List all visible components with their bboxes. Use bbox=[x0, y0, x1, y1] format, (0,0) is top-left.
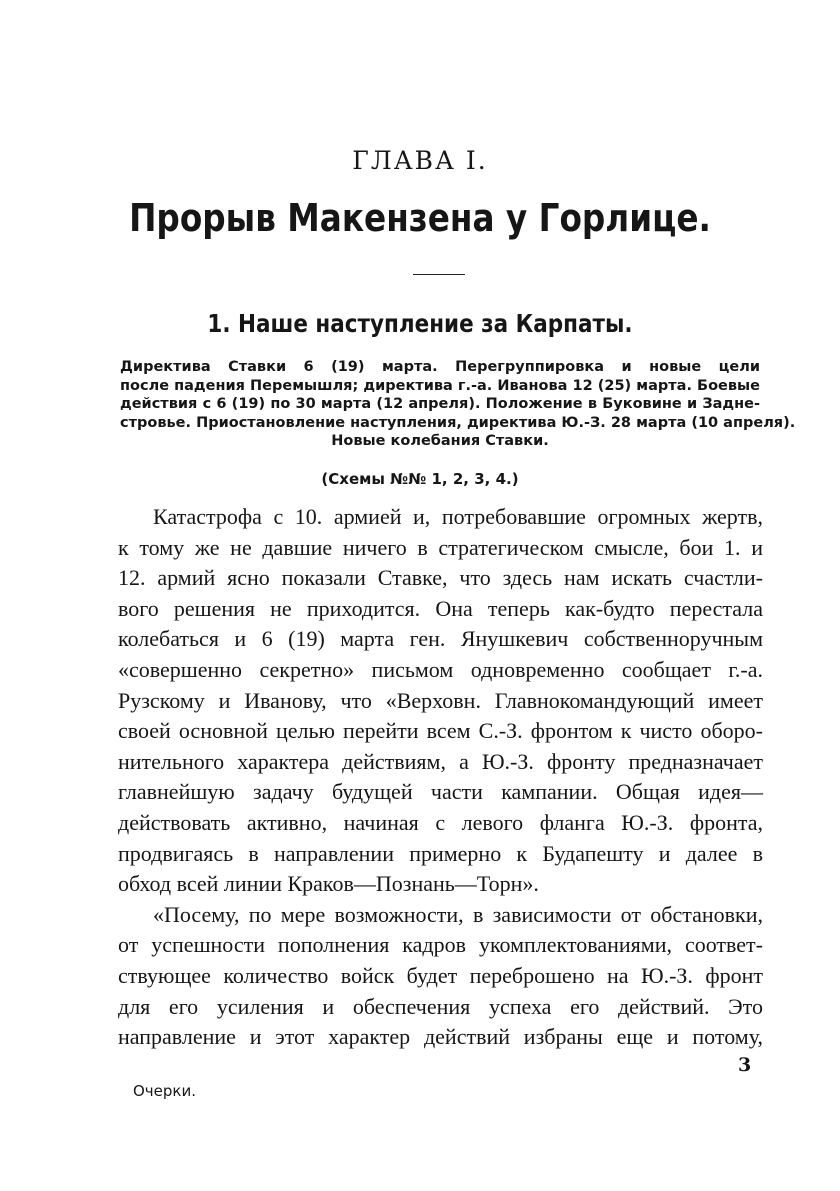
summary-line: Директива Ставки 6 (19) марта. Перегруппировка и новые цели bbox=[120, 359, 760, 375]
body-line: Рузскому и Иванову, что «Верховн. Главнокомандующий имеет bbox=[118, 687, 763, 713]
body-line: направление и этот характер действий избраны еще и потому, bbox=[118, 1024, 763, 1050]
chapter-label: ГЛАВА I. bbox=[352, 146, 488, 175]
body-line: от успешности пополнения кадров укомплектованиями, соответ- bbox=[118, 932, 763, 958]
body-line: продвигаясь в направлении примерно к Будапешту и далее в bbox=[118, 840, 763, 866]
body-line: «Посему, по мере возможности, в зависимости от обстановки, bbox=[153, 901, 763, 927]
body-line: колебаться и 6 (19) марта ген. Янушкевич собственноручным bbox=[118, 626, 763, 652]
body-line: для его усиления и обеспечения успеха его действий. Это bbox=[118, 993, 763, 1019]
body-text bbox=[118, 502, 763, 1053]
title-divider bbox=[413, 274, 465, 275]
chapter-title: Прорыв Макензена у Горлице. bbox=[129, 196, 711, 240]
body-line: «совершенно секретно» письмом одновременно сообщает г.-а. bbox=[118, 656, 763, 682]
section-title: 1. Наше наступление за Карпаты. bbox=[207, 309, 633, 338]
body-line: вого решения не приходится. Она теперь как-будто перестала bbox=[118, 595, 763, 621]
signature-mark: Очерки. bbox=[133, 1082, 196, 1100]
body-line: ствующее количество войск будет переброшено на Ю.-З. фронт bbox=[118, 962, 763, 988]
section-summary bbox=[120, 358, 796, 451]
body-line: к тому же не давшие ничего в стратегическом смысле, бои 1. и bbox=[118, 534, 763, 560]
summary-line: после падения Перемышля; директива г.-а. Иванова 12 (25) марта. Боевые bbox=[120, 377, 760, 394]
body-line: нительного характера действиям, а Ю.-З. фронту предназначает bbox=[118, 748, 763, 774]
body-line: своей основной целью перейти всем С.-З. фронтом к чисто оборо- bbox=[118, 718, 763, 744]
body-line: действовать активно, начиная с левого фланга Ю.-З. фронта, bbox=[118, 809, 763, 835]
summary-line: Новые колебания Ставки. bbox=[331, 433, 549, 449]
page-number: 3 bbox=[738, 1054, 752, 1076]
body-line: главнейшую задачу будущей части кампании. Общая идея— bbox=[118, 779, 763, 805]
body-line: Катастрофа с 10. армией и, потребовавшие огромных жертв, bbox=[153, 504, 763, 529]
summary-line: стровье. Приостановление наступления, директива Ю.-З. 28 марта (10 апреля). bbox=[120, 414, 796, 431]
schemes-reference: (Схемы №№ 1, 2, 3, 4.) bbox=[321, 470, 519, 488]
summary-line: действия с 6 (19) по 30 марта (12 апреля). Положение в Буковине и Заднe- bbox=[120, 396, 760, 412]
body-line: 12. армий ясно показали Ставке, что здесь нам искать счастли- bbox=[118, 565, 763, 591]
body-line: обход всей линии Краков—Познань—Торн». bbox=[118, 871, 539, 897]
